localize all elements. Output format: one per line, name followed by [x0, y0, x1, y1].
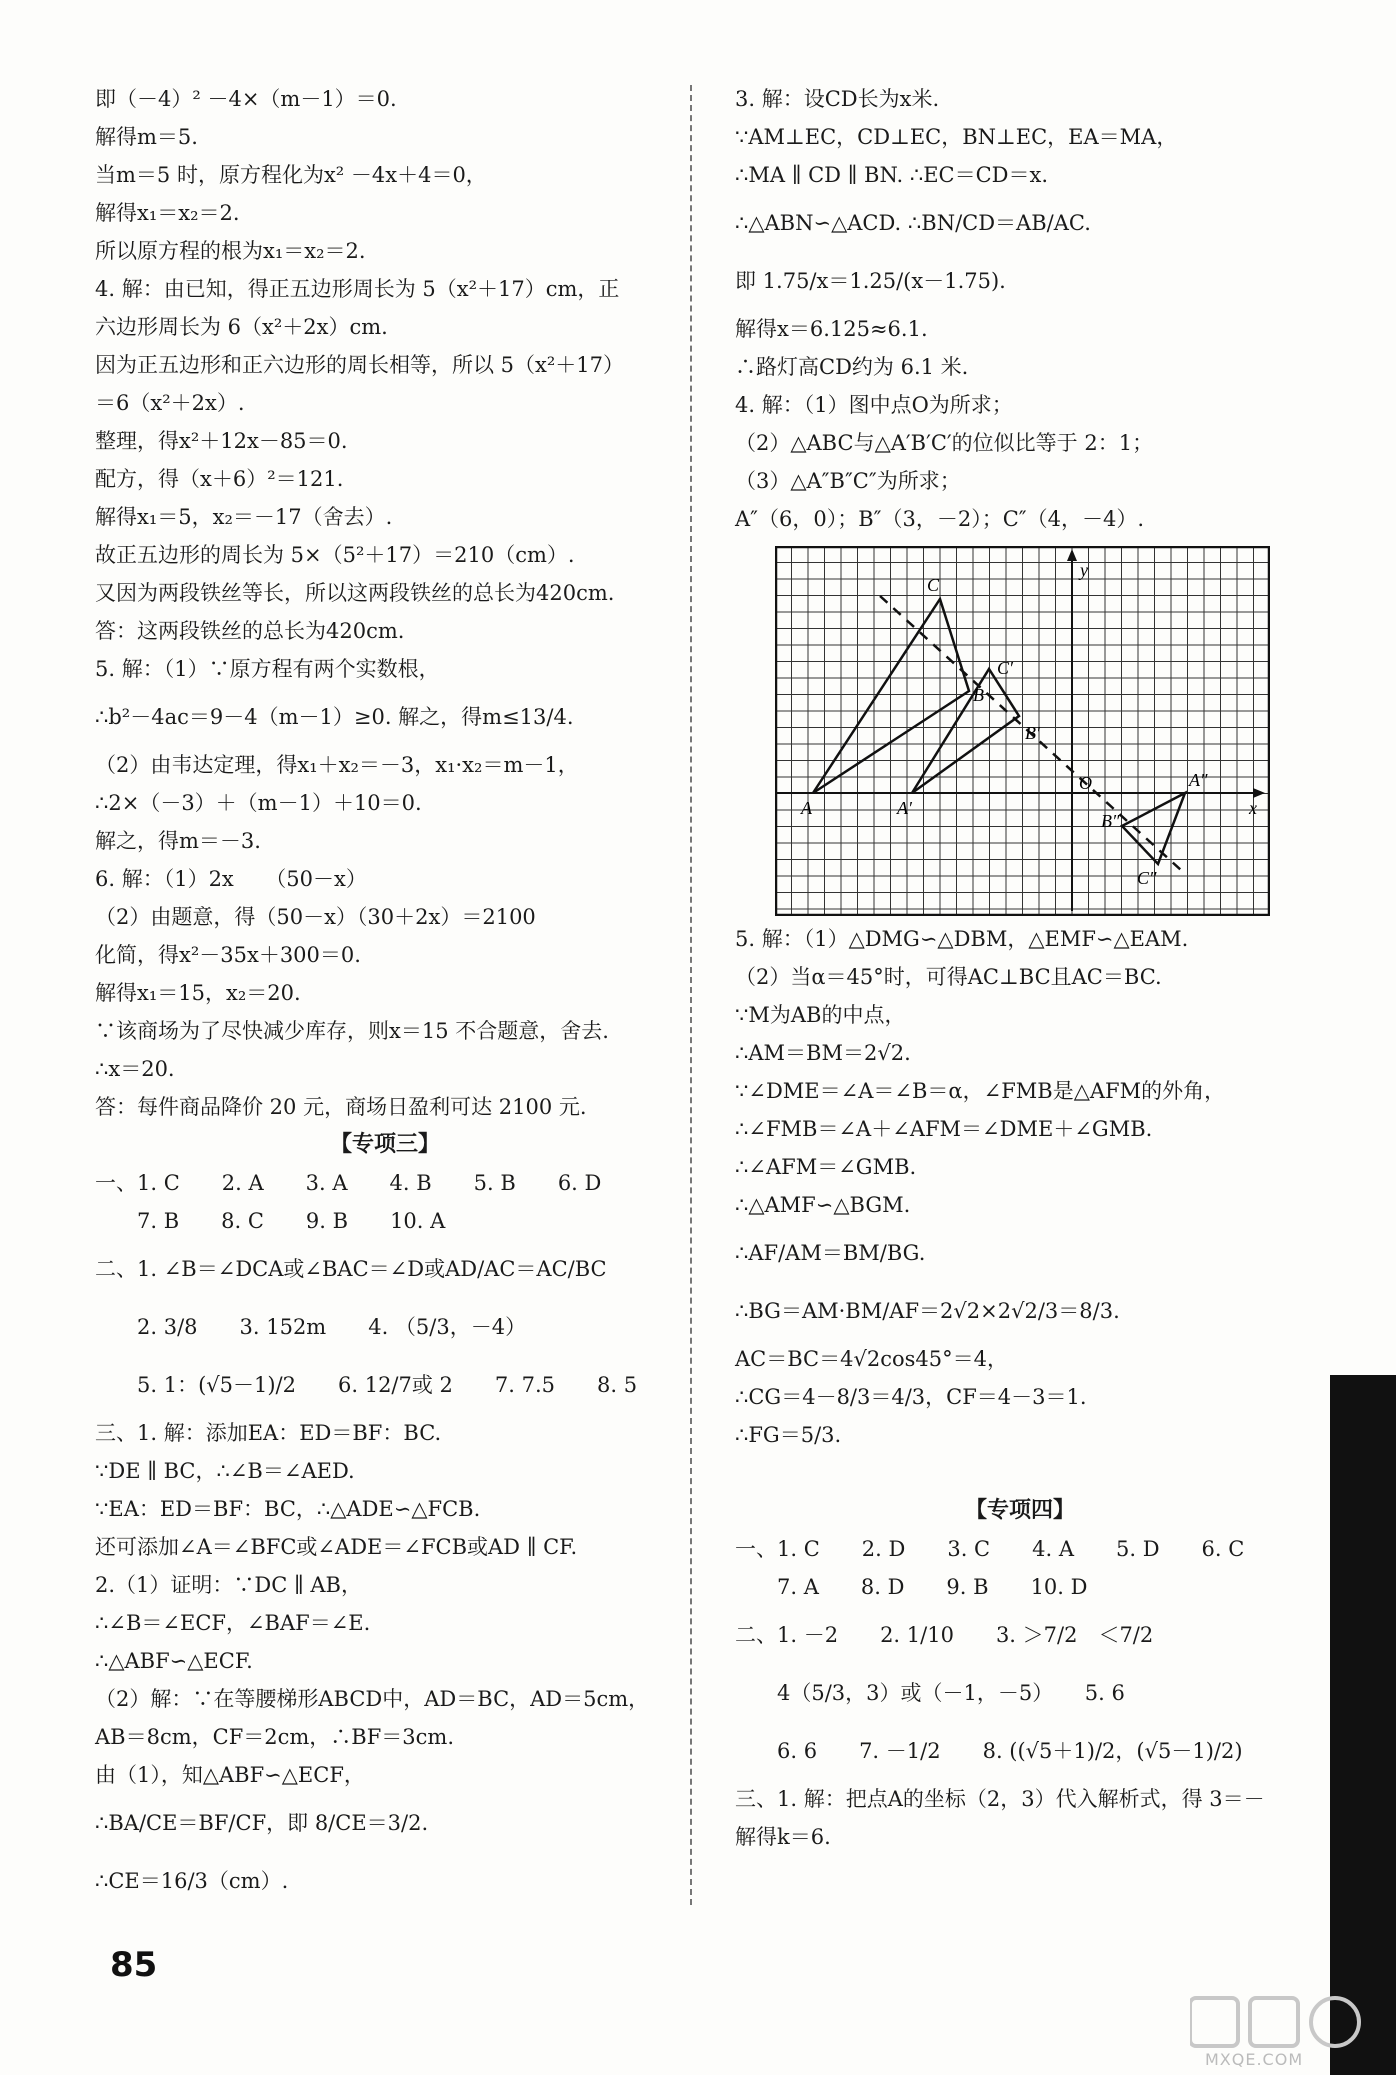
label-A2: A″: [1189, 770, 1208, 790]
right-column: [735, 80, 1305, 1856]
text-line: ∴∠FMB＝∠A＋∠AFM＝∠DME＋∠GMB.: [735, 1117, 1153, 1141]
text-line: ∵EA：ED＝BF：BC，∴△ADE∽△FCB.: [95, 1497, 481, 1521]
text-line: 六边形周长为 6（x²＋2x）cm.: [95, 315, 388, 339]
label-B1: B′: [1025, 723, 1040, 743]
text-line: 4. 解：由已知，得正五边形周长为 5（x²＋17）cm，正: [95, 277, 620, 301]
text-line: 7. B 8. C 9. B 10. A: [95, 1209, 446, 1233]
text-line: 解得k＝6.: [735, 1825, 831, 1849]
label-x-axis: x: [1249, 798, 1257, 818]
grid-lines: [775, 546, 1270, 916]
text-line: 一、1. C 2. A 3. A 4. B 5. B 6. D: [95, 1171, 602, 1195]
text-line: ∴x＝20.: [95, 1057, 175, 1081]
text-line: 2.（1）证明：∵DC ∥ AB，: [95, 1573, 362, 1597]
spacer-line: [735, 1454, 1305, 1492]
text-line: ∴∠B＝∠ECF，∠BAF＝∠E.: [95, 1611, 371, 1635]
text-line: ∴FG＝5/3.: [735, 1423, 842, 1447]
column-divider: [690, 85, 692, 1905]
text-line: ∵该商场为了尽快减少库存，则x＝15 不合题意，舍去.: [95, 1019, 609, 1043]
text-line: 由（1），知△ABF∽△ECF，: [95, 1763, 365, 1787]
text-line: 5. 解：（1）∵原方程有两个实数根，: [95, 657, 440, 681]
text-line: 5. 1：(√5－1)/2 6. 12/7或 2 7. 7.5 8. 5: [95, 1373, 638, 1397]
text-line: ∴AF/AM＝BM/BG.: [735, 1241, 926, 1265]
text-line: A″（6，0）；B″（3，－2）；C″（4，－4）.: [735, 507, 1145, 531]
text-line: 解得x₁＝x₂＝2.: [95, 201, 240, 225]
text-line: ∴MA ∥ CD ∥ BN. ∴EC＝CD＝x.: [735, 163, 1049, 187]
text-line: 故正五边形的周长为 5×（5²＋17）＝210（cm）.: [95, 543, 575, 567]
text-line: 5. 解：（1）△DMG∽△DBM，△EMF∽△EAM.: [735, 927, 1189, 951]
text-line: ∵AM⊥EC，CD⊥EC，BN⊥EC，EA＝MA，: [735, 125, 1178, 149]
label-B: B: [973, 685, 984, 705]
text-line: 解得m＝5.: [95, 125, 198, 149]
page-number: 85: [110, 1945, 158, 1985]
text-line: ∴∠AFM＝∠GMB.: [735, 1155, 917, 1179]
page-edge-tab: [1330, 1375, 1396, 2075]
coordinate-grid-figure: [775, 546, 1270, 916]
text-line: ∴△ABF∽△ECF.: [95, 1649, 253, 1673]
text-line: 2. 3/8 3. 152m 4. （5/3，－4）: [95, 1315, 527, 1339]
text-line: 整理，得x²＋12x－85＝0.: [95, 429, 348, 453]
text-line: ∴路灯高CD约为 6.1 米.: [735, 355, 969, 379]
text-line: 解得x₁＝15，x₂＝20.: [95, 981, 301, 1005]
text-line: 还可添加∠A＝∠BFC或∠ADE＝∠FCB或AD ∥ CF.: [95, 1535, 578, 1559]
label-y-axis: y: [1080, 560, 1088, 580]
text-line: ∴b²－4ac＝9－4（m－1）≥0. 解之，得m≤13/4.: [95, 705, 574, 729]
text-line: ＝6（x²＋2x）.: [95, 391, 245, 415]
text-line: AB＝8cm，CF＝2cm，∴BF＝3cm.: [95, 1725, 455, 1749]
left-column: [95, 80, 675, 1910]
text-line: （2）△ABC与△A′B′C′的位似比等于 2：1；: [735, 431, 1154, 455]
label-A1: A′: [897, 798, 912, 818]
text-line: ∴AM＝BM＝2√2.: [735, 1041, 911, 1065]
text-line: 解之，得m＝－3.: [95, 829, 261, 853]
text-line: （3）△A″B″C″为所求；: [735, 469, 961, 493]
text-line: ∵M为AB的中点，: [735, 1003, 906, 1027]
text-line: ∴BA/CE＝BF/CF，即 8/CE＝3/2.: [95, 1811, 429, 1835]
section-heading: 【专项三】: [329, 1132, 440, 1157]
text-line: ∴CE＝16/3（cm）.: [95, 1869, 289, 1893]
text-line: 3. 解：设CD长为x米.: [735, 87, 940, 111]
label-C: C: [927, 575, 940, 595]
x-axis-arrow: [1253, 788, 1265, 798]
text-line: 三、1. 解：把点A的坐标（2，3）代入解析式，得 3＝－: [735, 1787, 1265, 1811]
text-line: AC＝BC＝4√2cos45°＝4，: [735, 1347, 1008, 1371]
text-line: 答：每件商品降价 20 元，商场日盈利可达 2100 元.: [95, 1095, 587, 1119]
text-line: ∴△ABN∽△ACD. ∴BN/CD＝AB/AC.: [735, 211, 1091, 235]
text-line: 配方，得（x＋6）²＝121.: [95, 467, 344, 491]
text-line: ∵∠DME＝∠A＝∠B＝α，∠FMB是△AFM的外角，: [735, 1079, 1226, 1103]
text-line: （2）由韦达定理，得x₁＋x₂＝－3，x₁·x₂＝m－1，: [95, 753, 579, 777]
text-line: 4（5/3，3）或（－1，－5） 5. 6: [735, 1681, 1125, 1705]
label-C2: C″: [1137, 868, 1157, 888]
label-A: A: [801, 798, 812, 818]
text-line: ∴BG＝AM·BM/AF＝2√2×2√2/3＝8/3.: [735, 1299, 1120, 1323]
label-B2: B″: [1101, 811, 1120, 831]
text-line: ∴CG＝4－8/3＝4/3，CF＝4－3＝1.: [735, 1385, 1087, 1409]
text-line: （2）解：∵在等腰梯形ABCD中，AD＝BC，AD＝5cm，: [95, 1687, 650, 1711]
text-line: 7. A 8. D 9. B 10. D: [735, 1575, 1088, 1599]
label-C1: C′: [997, 658, 1013, 678]
section-heading: 【专项四】: [964, 1498, 1075, 1523]
triangle-A1B1C1: [912, 669, 1019, 793]
text-line: 答：这两段铁丝的总长为420cm.: [95, 619, 405, 643]
text-line: 所以原方程的根为x₁＝x₂＝2.: [95, 239, 366, 263]
text-line: 即 1.75/x＝1.25/(x－1.75).: [735, 269, 1006, 293]
text-line: 6. 6 7. －1/2 8. ((√5＋1)/2，(√5－1)/2): [735, 1739, 1243, 1763]
text-line: 解得x＝6.125≈6.1.: [735, 317, 928, 341]
triangle-A2B2C2: [1122, 793, 1185, 864]
text-line: 二、1. ∠B＝∠DCA或∠BAC＝∠D或AD/AC＝AC/BC: [95, 1257, 607, 1281]
label-O: O: [1079, 773, 1092, 793]
watermark-text: MXQE.COM: [1205, 2050, 1304, 2069]
text-line: ∴△AMF∽△BGM.: [735, 1193, 911, 1217]
text-line: 三、1. 解：添加EA：ED＝BF：BC.: [95, 1421, 442, 1445]
text-line: 解得x₁＝5，x₂＝－17（舍去）.: [95, 505, 393, 529]
text-line: 4. 解：（1）图中点O为所求；: [735, 393, 1013, 417]
text-line: 因为正五边形和正六边形的周长相等，所以 5（x²＋17）: [95, 353, 625, 377]
text-line: 二、1. －2 2. 1/10 3. ＞7/2 ＜7/2: [735, 1623, 1154, 1647]
text-line: （2）由题意，得（50－x）（30＋2x）＝2100: [95, 905, 536, 929]
text-line: ∵DE ∥ BC，∴∠B＝∠AED.: [95, 1459, 355, 1483]
text-line: 即（－4）² －4×（m－1）＝0.: [95, 87, 397, 111]
text-line: 又因为两段铁丝等长，所以这两段铁丝的总长为420cm.: [95, 581, 615, 605]
text-line: ∴2×（－3）＋（m－1）＋10＝0.: [95, 791, 422, 815]
text-line: （2）当α＝45°时，可得AC⊥BC且AC＝BC.: [735, 965, 1162, 989]
text-line: 化简，得x²－35x＋300＝0.: [95, 943, 361, 967]
text-line: 6. 解：（1）2x （50－x）: [95, 867, 367, 891]
text-line: 当m＝5 时，原方程化为x² －4x＋4＝0，: [95, 163, 487, 187]
y-axis-arrow: [1067, 549, 1077, 561]
text-line: 一、1. C 2. D 3. C 4. A 5. D 6. C: [735, 1537, 1245, 1561]
